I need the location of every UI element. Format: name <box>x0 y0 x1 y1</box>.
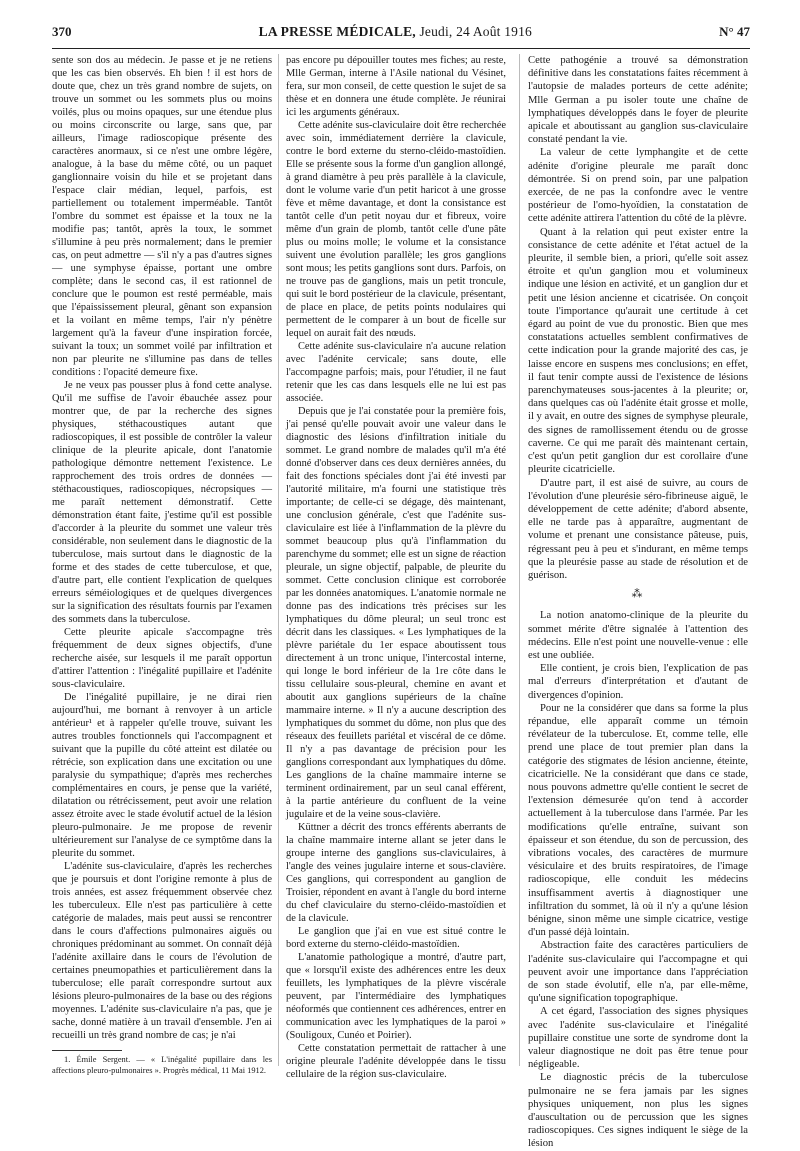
page-number: 370 <box>52 24 72 39</box>
column-middle <box>286 54 506 1080</box>
paragraph: De l'inégalité pupillaire, je ne dirai rien aujourd'hui, me bornant à renvoyer à un article antérieur¹ et à rappeler qu'elle trouve, suivant les autres troubles fonctionnels qui l'accompagnent et suivant que la pupille du côté atteint est dilatée ou rétrécie, son explication dans une excitation ou une paralysie du sympathique; d'après mes recherches complémentaires en cours, je pense que la variété, dilatation ou rétrécissement, peut avoir une relation assez étroite avec le stade évolutif actuel de la lésion pleuro-pulmonaire. Je me propose de revenir ultérieurement sur l'analyse de ce symptôme dans la pleurite du sommet. <box>52 692 272 859</box>
header-rule <box>52 48 750 49</box>
paragraph: Abstraction faite des caractères particuliers de l'adénite sus-claviculaire qui l'accompagne et qui peuvent avoir une importance dans l'appréciation de son stade évolutif, elle n'a, par elle-même, qu'une signification topographique. <box>528 940 748 1005</box>
paragraph: La valeur de cette lymphangite et de cette adénite d'origine pleurale me paraît donc démontrée. Si on prend soin, par une palpation exercée, de ne pas la confondre avec le ventre postérieur de l'omo-hyoïdien, la constatation de cette adénite attirera l'attention du côté de la plèvre. <box>528 147 748 225</box>
paragraph: Quant à la relation qui peut exister entre la consistance de cette adénite et l'état actuel de la pleurite, il semble bien, a priori, qu'elle soit assez étroite et qu'un ganglion mou et volumineux indique une lésion en activité, et un ganglion dur et petit une lésion ancienne et cicatrisée. On conçoit toute l'importance qu'aurait une certitude à cet égard au point de vue du pronostic. Bien que mes constatations actuelles semblent confirmatives de cette indication pour la grande majorité des cas, je laisse encore en suspens mes conclusions; en effet, il faut tenir compte aussi de l'existence de lésions parenchymateuses sous-jacentes à la pleurite; or, dans quelques cas où l'adénite était grosse et molle, il y avait, en outre des signes de symphyse pleurale, des signes de ramollissement étendu ou de grosse caverne. Ce qui me paraît dès maintenant certain, c'est qu'un petit ganglion dur est corollaire d'une pleurite cicatricielle. <box>528 226 748 476</box>
paragraph: sente son dos au médecin. Je passe et je ne retiens que les cas bien observés. Eh bien ! il est hors de doute que, chez un très grand nombre de sujets, on trouve un sommet ou les sommets plus ou moins voilés, plus ou moins opaques, sur une étendue plus ou moins circonscrite ou large, sans que, par ailleurs, l'image radioscopique présente des caractères anormaux, si ce n'est une ombre légère, analogue, à la base du même côté, ou un paquet ganglionnaire voisin du hile et se projetant dans l'espace clair médian, lequel, parfois, est partiellement ou totalement imperméable. Tantôt l'ombre du sommet est épaisse et la toux ne la modifie pas; tantôt, après la toux, le sommet s'illumine à peu près normalement; dans le premier cas, on peut admettre — s'il n'y a pas d'autres signes — une symphyse épaisse, portant une ombre complète; dans le second cas, il est rationnel de conclure que le poumon est resté perméable, mais que l'épaississement pleural, gênant son expansion et la voilant en même temps, l'air n'y pénètre largement qu'à la faveur d'une inspiration forcée, suivant la toux; un sommet voilé par infiltration et non par pleurite ne s'illumine pas dans de telles conditions : l'opacité demeure fixe. <box>52 55 272 378</box>
page-header <box>52 24 750 44</box>
issue-date: Jeudi, 24 Août 1916 <box>419 24 532 39</box>
paragraph: D'autre part, il est aisé de suivre, au cours de l'évolution d'une pleurésie séro-fibrineuse aiguë, le développement de cette adénite; d'abord absente, elle ne tarde pas à apparaître, augmentant de volume et prenant une consistance pâteuse, puis, régressant peu à peu et s'indurant, en même temps que la pleurésie passe au stade de résolution et de guérison. <box>528 477 748 581</box>
paragraph: L'adénite sus-claviculaire, d'après les recherches que je poursuis et dont l'origine remonte à plus de trois années, est assez fréquemment observée chez les tuberculeux. Elle n'est pas particulière à cette catégorie de malades, mais peut aussi se rencontrer dans le cours d'affections pulmonaires aiguës ou chroniques prédominant au sommet. On connaît déjà l'adénite axillaire dans le cours de l'évolution de certaines pneumopathies et particulièrement dans la tuberculose; elle paraît correspondre surtout aux lésions pleuro-pulmonaires de la base ou des régions moyennes. L'adénite sus-claviculaire n'a pas, que je sache, donné matière à un travail d'ensemble. J'en ai recueilli un très grand nombre de cas; je n'ai <box>52 861 272 1041</box>
column-divider <box>519 54 520 1066</box>
section-separator: ⁂ <box>631 588 645 601</box>
journal-name: LA PRESSE MÉDICALE, <box>258 24 416 39</box>
paragraph: La notion anatomo-clinique de la pleurite du sommet mérite d'être signalée à l'attention des médecins. Elle n'est point une nouvelle-venue : elle est une oubliée. <box>528 610 748 661</box>
paragraph: Depuis que je l'ai constatée pour la première fois, j'ai pensé qu'elle pouvait avoir une valeur dans le diagnostic des lésions d'infiltration initiale du sommet. Le grand nombre de malades qu'il m'a été donné d'observer dans ces deux dernières années, du fait des fonctions spéciales dont j'ai été investi par l'autorité militaire, m'a fourni une statistique très importante; de celle-ci se dégage, dès maintenant, une conclusion générale, c'est que l'adénite sus-claviculaire est liée à l'inflammation de la plèvre du sommet beaucoup plus qu'à l'inflammation du parenchyme du sommet; elle est un signe de réaction pleurale, un signe objectif, palpable, de pleurite du sommet. Cette conclusion clinique est corroborée par les données anatomiques. L'anatomie normale ne donne pas des indications très précises sur les lymphatiques du dôme pleural; un seul tronc est décrit dans les classiques. « Les lymphatiques de la plèvre pariétale du 1er espace aboutissent tous directement à un tronc unique, l'intercostal interne, qui longe le bord inférieur de la 1re côte dans le tissu cellulaire sous-pleural, chemine en avant et aboutit aux ganglions supérieurs de la chaîne mammaire interne. » Il n'y a aucune description des lymphatiques du sommet du dôme, non plus que des réseaux des feuillets pariétal et viscéral de ce dôme. Il n'y a pas davantage de précision pour les ganglions correspondant aux lymphatiques du dôme. Les ganglions de la chaîne mammaire interne se terminent ordinairement, par un seul canal efférent, à la partie antérieure du confluent de la veine jugulaire et de la veine sous-clavière. <box>286 406 506 820</box>
paragraph: Cette adénite sus-claviculaire doit être recherchée avec soin, immédiatement derrière la clavicule, contre le bord externe du sterno-cléido-mastoïdien. Elle se présente sous la forme d'un ganglion allongé, à grand diamètre à peu près parallèle à la clavicule, dont le volume varie d'un petit haricot à une grosse fève et même davantage, et dont la consistance est tantôt celle d'un petit noyau dur et fibreux, voire même d'un grain de plomb, tantôt celle d'une pâte plus ou moins molle; le volume et la consistance suivent une évolution parallèle; les gros ganglions sont mous; les petits ganglions sont durs. Parfois, on ne trouve pas de ganglions, mais un petit troncule, qui suit le bord postérieur de la clavicule, présentant, de place en place, de petits points nodulaires qui permettent de le comparer à un bout de ficelle sur lequel on aurait fait des nœuds. <box>286 120 506 339</box>
paragraph: Küttner a décrit des troncs efférents aberrants de la chaîne mammaire interne allant se jeter dans le groupe interne des ganglions sus-claviculaires, à l'angle des veines jugulaire interne et sous-clavière. Ces ganglions, qui correspondent au ganglion de Troisier, répondent en avant à l'angle du bord interne du chef claviculaire du sterno-cléido-mastoïdien et de la clavicule. <box>286 822 506 924</box>
column-right <box>528 54 748 1150</box>
paragraph: Elle contient, je crois bien, l'explication de pas mal d'erreurs d'interprétation et d'autant de divergences d'opinion. <box>528 663 748 701</box>
paragraph: Je ne veux pas pousser plus à fond cette analyse. Qu'il me suffise de l'avoir ébauchée assez pour montrer que, de par la recherche des signes physiques, stéthacoustiques autant que radioscopiques, il est possible de contrôler la valeur clinique de la pleurite apicale, dont l'anatomie pathologique démontre nettement l'existence. Le rapprochement des trois ordres de données — stéthacoustiques, radioscopiques, nécropsiques — me paraît nettement démonstratif. Cette démonstration étant faite, j'estime qu'il est possible d'accorder à la pleurite du sommet une valeur très considérable, non seulement dans le diagnostic de la tuberculose, mais surtout dans le diagnostic de la forme et des stades de cette tuberculose, et que, d'autre part, elle contient l'explication de quelques erreurs séméiologiques et de quelques divergences sur la signification des résultats fournis par l'examen des sommets dans la tuberculose. <box>52 380 272 625</box>
paragraph: Le ganglion que j'ai en vue est situé contre le bord externe du sterno-cléido-mastoïdien. <box>286 926 506 950</box>
paragraph: L'anatomie pathologique a montré, d'autre part, que « lorsqu'il existe des adhérences entre les deux feuillets, les lymphatiques de la plèvre viscérale peuvent, par l'intermédiaire des lymphatiques néoformés que contiennent ces adhérences, entrer en communication avec les lymphatiques de la paroi » (Souligoux, Cunéo et Poirier). <box>286 952 506 1041</box>
paragraph: pas encore pu dépouiller toutes mes fiches; au reste, Mlle German, interne à l'Asile national du Vésinet, fera, sur mon conseil, de cette question le sujet de sa thèse et en donnera une étude complète. Je réunirai ici les arguments généraux. <box>286 55 506 118</box>
paragraph: A cet égard, l'association des signes physiques avec l'adénite sus-claviculaire et l'inégalité pupillaire constitue une sorte de syndrome dont la valeur diagnostique ne doit pas être tenue pour négligeable. <box>528 1006 748 1071</box>
column-divider <box>278 54 279 1066</box>
paragraph: Cette pleurite apicale s'accompagne très fréquemment de deux signes objectifs, d'une recherche aisée, sur lesquels il me paraît opportun d'attirer l'attention : l'inégalité pupillaire et l'adénite sous-claviculaire. <box>52 627 272 690</box>
journal-title <box>259 24 532 40</box>
paragraph: Pour ne la considérer que dans sa forme la plus répandue, elle apparaît comme un témoin révélateur de la tuberculose. Et, comme telle, elle prend une place de tout premier plan dans la catégorie des stigmates de lésion ancienne, éteinte, cicatricielle. Ne la considérant que dans ce stade, nous pouvons admettre qu'elle contient le secret de l'extension démesurée qu'on tend à accorder actuellement à la tuberculose dans l'armée. Par les modifications qu'elle entraîne, suivant son épaisseur et son étendue, du son de percussion, des vibrations vocales, des caractères de murmure vésiculaire et des bruits respiratoires, de l'image radioscopique, elle conduit les médecins insuffisamment avertis à diagnostiquer une infiltration du sommet, là où il n'y a qu'une lésion bénigne, sinon même une simple cicatrice, vestige d'un passé déjà lointain. <box>528 702 748 939</box>
footnote-rule <box>52 1050 122 1051</box>
issue-number: N° 47 <box>719 24 750 39</box>
paragraph: Cette adénite sus-claviculaire n'a aucune relation avec l'adénite cervicale; sans doute, elle l'accompagne parfois; mais, pour l'étudier, il ne faut retenir que les cas dans lesquels elle ne lui est pas associée. <box>286 341 506 404</box>
paragraph: Cette constatation permettait de rattacher à une origine pleurale l'adénite développée dans le tissu cellulaire de la région sus-claviculaire. <box>286 1043 506 1080</box>
column-left <box>52 54 272 1075</box>
footnote: 1. Émile Sergent. — « L'inégalité pupillaire dans les affections pleuro-pulmonaires ». Progrès médical, 11 Mai 1912. <box>52 1055 272 1075</box>
paragraph: Le diagnostic précis de la tuberculose pulmonaire ne se fera jamais par les signes physiques uniquement, non plus les signes d'auscultation ou de percussion que les signes radioscopiques. Ces signes indiquent le siège de la lésion <box>528 1072 748 1150</box>
paragraph: Cette pathogénie a trouvé sa démonstration définitive dans les constatations faites récemment à l'autopsie de malades porteurs de cette adénite; Mlle German a pu isoler toute une chaîne de lymphatiques développés dans le foyer de pleurite apicale et aboutissant au ganglion sus-claviculaire constaté pendant la vie. <box>528 55 748 146</box>
